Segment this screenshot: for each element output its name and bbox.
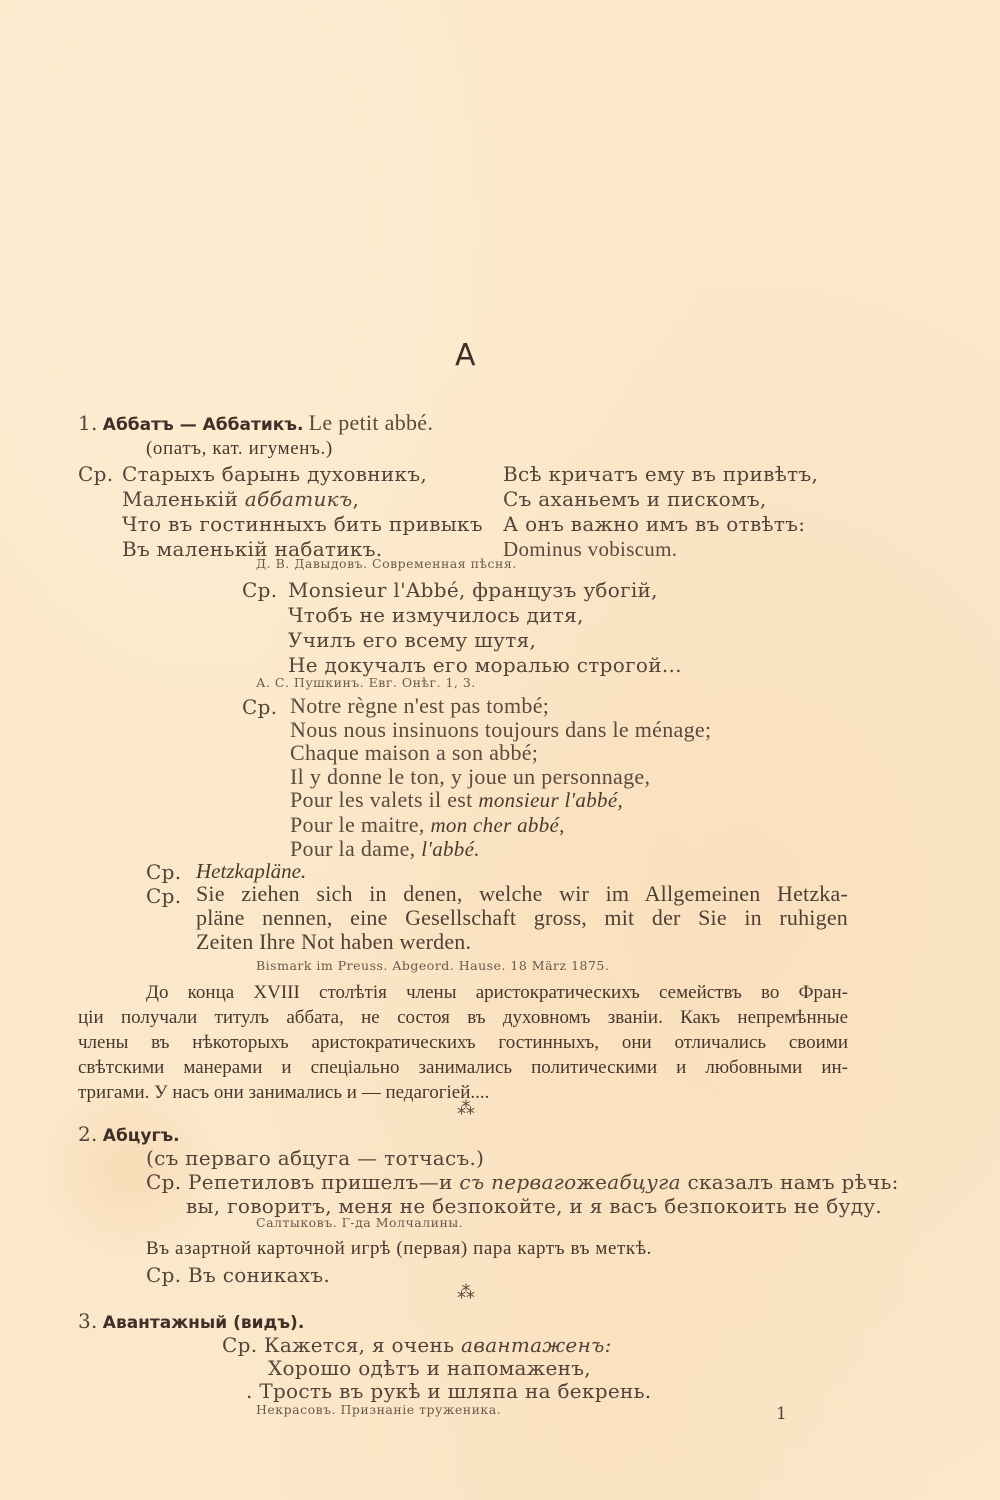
french-equivalent: Le petit abbé. — [308, 410, 434, 435]
verse-line: Monsieur l'Abbé, французъ убогій, — [288, 578, 658, 602]
verse-line: Чтобъ не измучилось дитя, — [288, 603, 584, 627]
quote-french — [290, 694, 711, 862]
text-line: свѣтскими манерами и спеціально занимались политическими и любовными ин- — [78, 1057, 848, 1078]
verse-line: Il y donne le ton, y joue un personnage, — [290, 763, 651, 789]
entry-3-heading — [78, 1309, 304, 1333]
cf-label: Ср. — [78, 462, 114, 486]
quote-saltykov-line-2: вы, говоритъ, меня не безпокойте, и я васъ безпокоить не буду. — [186, 1194, 883, 1218]
attribution: А. С. Пушкинъ. Евг. Онѣг. 1, 3. — [256, 675, 476, 690]
quote-nekrasov-line-1: Ср. Кажется, я очень авантаженъ: — [222, 1333, 612, 1357]
quote-bismark — [196, 882, 848, 954]
headword: Абцугъ. — [102, 1126, 180, 1146]
gloss: (съ перваго абцуга — тотчасъ.) — [146, 1146, 485, 1170]
entry-number: 3. — [78, 1309, 98, 1333]
verse-line: Chaque maison a son abbé; — [290, 740, 539, 765]
definition: Въ азартной карточной игрѣ (первая) пара картъ въ меткѣ. — [146, 1238, 653, 1259]
stanza-left — [122, 462, 483, 562]
verse-line: Училъ его всему шутя, — [288, 628, 537, 652]
verse-line: Всѣ кричатъ ему въ привѣтъ, — [503, 462, 819, 486]
section-separator: ⁂ — [457, 1098, 475, 1119]
attribution: Bismark im Preuss. Abgeord. Hause. 18 März 1875. — [256, 958, 610, 973]
section-letter: А — [455, 338, 476, 373]
section-separator: ⁂ — [457, 1282, 475, 1303]
headword: Аббатъ — Аббатикъ. — [102, 415, 304, 435]
cf-label: Ср. — [146, 860, 182, 884]
entry-1-heading — [78, 410, 433, 436]
verse-line: Старыхъ барынь духовникъ, — [122, 462, 428, 486]
verse-line: Съ аханьемъ и пискомъ, — [503, 487, 767, 511]
verse-line: Dominus vobiscum. — [503, 537, 678, 561]
verse-line: Nous nous insinuons toujours dans le ménage; — [290, 716, 712, 742]
entry-2-heading — [78, 1122, 180, 1146]
text-line: До конца XVIII столѣтія члены аристократическихъ семействъ во Фран- — [146, 982, 848, 1003]
cf-label: Ср. — [242, 578, 278, 602]
entry-number: 1. — [78, 411, 98, 435]
verse-line: Маленькій аббатикъ, — [122, 487, 360, 511]
verse-line: Что въ гостинныхъ бить привыкъ — [122, 512, 483, 536]
quote-nekrasov-line-3: . Трость въ рукѣ и шляпа на бекрень. — [246, 1379, 652, 1403]
attribution: Д. В. Давыдовъ. Современная пѣсня. — [256, 556, 517, 571]
cf-label: Ср. — [146, 884, 182, 908]
verse-line: Въ маленькій набатикъ. — [122, 537, 383, 561]
quote-saltykov-line-1: Ср. Репетиловъ пришелъ—и съ первагожеабцуга сказалъ намъ рѣчь: — [146, 1170, 899, 1194]
entry-number: 2. — [78, 1122, 98, 1146]
gloss: (опатъ, кат. игуменъ.) — [146, 438, 333, 459]
quote-nekrasov-line-2: Хорошо одѣтъ и напомаженъ, — [268, 1356, 591, 1380]
text-line: тригами. У насъ они занимались и — педагогіей.... — [78, 1082, 490, 1103]
text-line: члены въ нѣкоторыхъ аристократическихъ гостинныхъ, они отличались своими — [78, 1032, 848, 1053]
text-line: Sie ziehen sich in denen, welche wir im Allgemeinen Hetzka- — [196, 881, 848, 906]
commentary-paragraph — [78, 980, 848, 1105]
german-term: Hetzkapläne. — [196, 859, 307, 883]
headword: Авантажный (видъ). — [102, 1313, 305, 1333]
cf-line: Ср. Въ соникахъ. — [146, 1263, 331, 1287]
verse-line: Pour les valets il est monsieur l'abbé, — [290, 787, 624, 812]
verse-line: Не докучалъ его моралью строгой... — [288, 653, 682, 677]
cf-label: Ср. — [242, 695, 278, 719]
text-line: pläne nennen, eine Gesellschaft gross, mit der Sie in ruhigen — [196, 905, 848, 930]
stanza-right — [503, 462, 818, 562]
text-line: Zeiten Ihre Not haben werden. — [196, 929, 472, 954]
verse-line: Pour le maitre, mon cher abbé, — [290, 811, 565, 837]
verse-line: А онъ важно имъ въ отвѣтъ: — [503, 512, 806, 536]
verse-line: Pour la dame, l'abbé. — [290, 836, 480, 861]
attribution: Салтыковъ. Г-да Молчалины. — [256, 1215, 464, 1230]
verse-line: Notre règne n'est pas tombé; — [290, 693, 550, 718]
page-number: 1 — [776, 1404, 788, 1424]
quote-pushkin — [288, 578, 682, 678]
text-line: ціи получали титулъ аббата, не состоя въ духовномъ званіи. Какъ непремѣнные — [78, 1007, 848, 1028]
attribution: Некрасовъ. Признаніе труженика. — [256, 1402, 502, 1417]
